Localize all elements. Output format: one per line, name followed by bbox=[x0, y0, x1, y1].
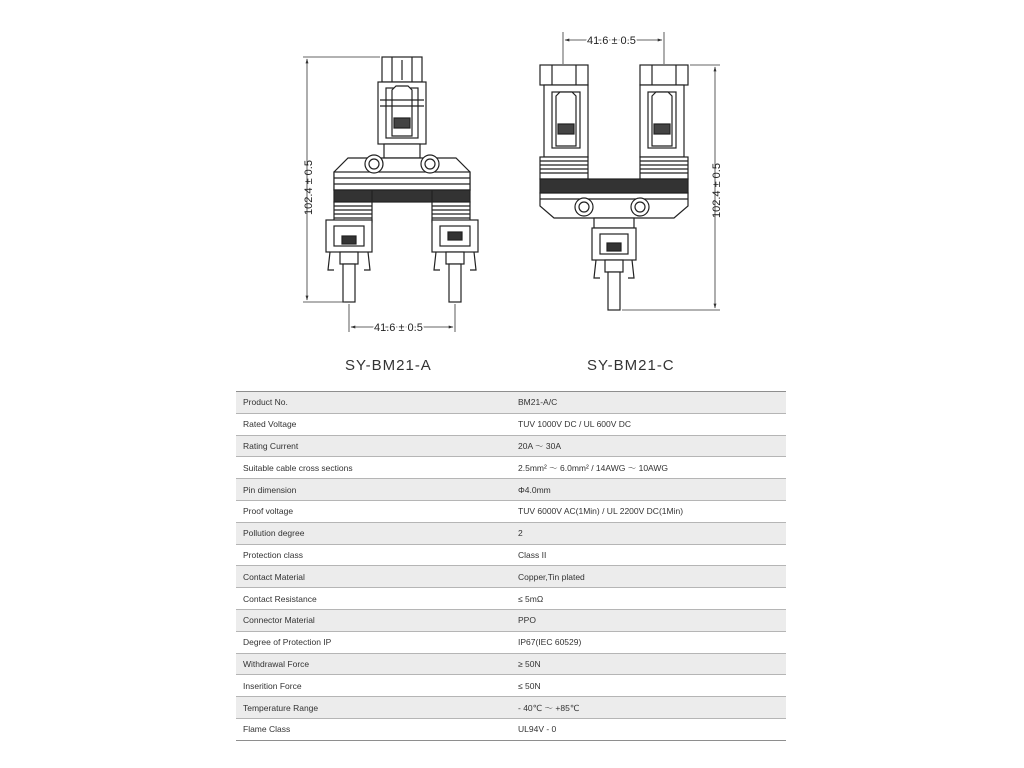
spec-value: BM21-A/C bbox=[511, 392, 786, 414]
spec-label: Protection class bbox=[236, 544, 511, 566]
spec-table-body bbox=[236, 392, 786, 741]
dim-height-c-label: 102.4 ± 0.5 bbox=[711, 163, 723, 218]
spec-row bbox=[236, 588, 786, 610]
spec-label: Suitable cable cross sections bbox=[236, 457, 511, 479]
spec-value: IP67(IEC 60529) bbox=[511, 631, 786, 653]
spec-row bbox=[236, 609, 786, 631]
spec-label: Rated Voltage bbox=[236, 413, 511, 435]
spec-value: PPO bbox=[511, 609, 786, 631]
spec-row bbox=[236, 522, 786, 544]
spec-label: Contact Resistance bbox=[236, 588, 511, 610]
spec-value: Class II bbox=[511, 544, 786, 566]
spec-row bbox=[236, 479, 786, 501]
dim-width-c-label: 41.6 ± 0.5 bbox=[587, 35, 636, 47]
spec-value: ≥ 50N bbox=[511, 653, 786, 675]
spec-value: Copper,Tin plated bbox=[511, 566, 786, 588]
spec-label: Withdrawal Force bbox=[236, 653, 511, 675]
spec-label: Inserition Force bbox=[236, 675, 511, 697]
spec-label: Temperature Range bbox=[236, 697, 511, 719]
spec-label: Connector Material bbox=[236, 609, 511, 631]
spec-label: Flame Class bbox=[236, 718, 511, 740]
spec-value: ≤ 50N bbox=[511, 675, 786, 697]
spec-label: Proof voltage bbox=[236, 500, 511, 522]
spec-row bbox=[236, 675, 786, 697]
spec-row bbox=[236, 566, 786, 588]
spec-row bbox=[236, 413, 786, 435]
dim-height-a-label: 102.4 ± 0.5 bbox=[303, 160, 315, 215]
spec-label: Pollution degree bbox=[236, 522, 511, 544]
spec-table bbox=[236, 391, 786, 741]
spec-row bbox=[236, 631, 786, 653]
spec-value: TUV 6000V AC(1Min) / UL 2200V DC(1Min) bbox=[511, 500, 786, 522]
spec-label: Degree of Protection IP bbox=[236, 631, 511, 653]
spec-value: 20A ～ 30A bbox=[511, 435, 786, 457]
spec-row bbox=[236, 544, 786, 566]
spec-row bbox=[236, 718, 786, 740]
spec-value: 2.5mm² ～ 6.0mm² / 14AWG ～ 10AWG bbox=[511, 457, 786, 479]
spec-row bbox=[236, 653, 786, 675]
drawing-bm21-c bbox=[540, 65, 688, 310]
drawing-bm21-a bbox=[326, 57, 478, 302]
spec-label: Pin dimension bbox=[236, 479, 511, 501]
spec-label: Product No. bbox=[236, 392, 511, 414]
spec-label: Contact Material bbox=[236, 566, 511, 588]
spec-row bbox=[236, 457, 786, 479]
spec-value: - 40℃ ～ +85℃ bbox=[511, 697, 786, 719]
spec-value: TUV 1000V DC / UL 600V DC bbox=[511, 413, 786, 435]
spec-row bbox=[236, 435, 786, 457]
drawing-caption-a: SY-BM21-A bbox=[345, 357, 432, 374]
spec-value: ≤ 5mΩ bbox=[511, 588, 786, 610]
spec-label: Rating Current bbox=[236, 435, 511, 457]
spec-row bbox=[236, 392, 786, 414]
spec-row bbox=[236, 500, 786, 522]
spec-value: Φ4.0mm bbox=[511, 479, 786, 501]
dim-width-a-label: 41.6 ± 0.5 bbox=[374, 322, 423, 334]
spec-row bbox=[236, 697, 786, 719]
drawing-caption-c: SY-BM21-C bbox=[587, 357, 675, 374]
spec-value: 2 bbox=[511, 522, 786, 544]
spec-value: UL94V - 0 bbox=[511, 718, 786, 740]
